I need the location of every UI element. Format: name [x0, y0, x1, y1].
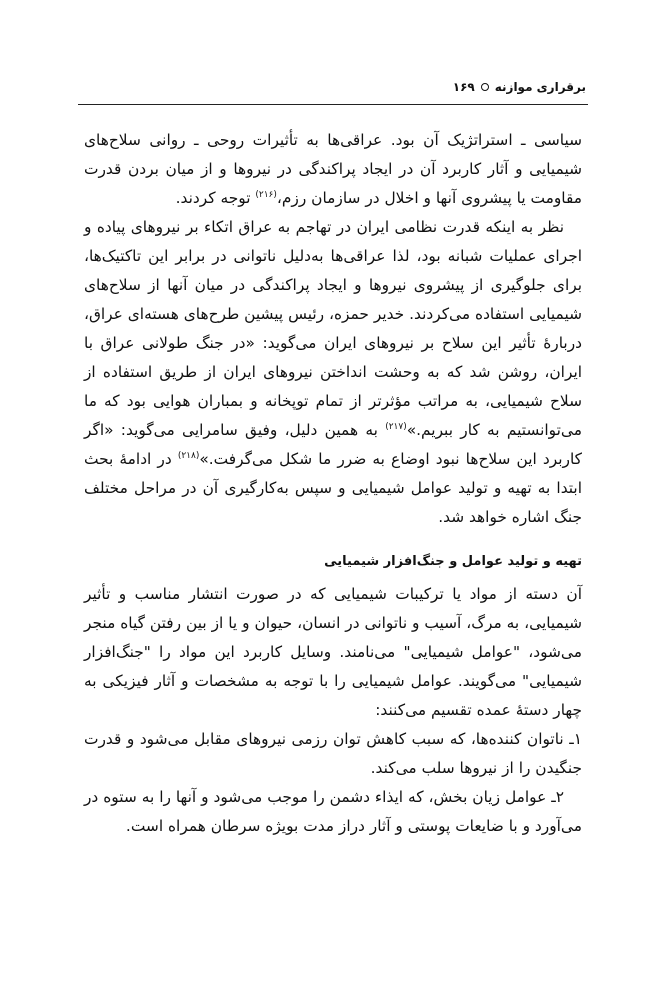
- running-header: [453, 80, 586, 94]
- body-text: [84, 126, 582, 841]
- paragraph-2-part-b: به همین دلیل، وفیق سامرایی می‌گوید: «اگر کاربرد این سلاح‌ها نبود اوضاع به ضرر ما شکل می‌گرفت.»: [84, 421, 583, 468]
- paragraph-3: آن دسته از مواد یا ترکیبات شیمیایی که در صورت انتشار مناسب و تأثیر شیمیایی، به مرگ، آسیب و ناتوانی در انسان، حیوان و یا از بین رفتن گیاه منجر می‌شود، "عوامل شیمیایی" می‌نامند. وسایل کاربرد این مواد را "جنگ‌افزار شیمیایی" می‌گویند. عوامل شیمیایی را با توجه به مشخصات و آثار فیزیکی به چهار دستهٔ عمده تقسیم می‌کنند:: [84, 585, 582, 719]
- footnote-ref-218: (۲۱۸): [177, 450, 200, 461]
- section-heading: تهیه و تولید عوامل و جنگ‌افزار شیمیایی: [324, 554, 582, 569]
- paragraph-1-tail: توجه کردند.: [175, 189, 256, 207]
- header-title: برقراری موازنه: [494, 80, 586, 94]
- paragraph-1-text: سیاسی ـ استراتژیک آن بود. عراقی‌ها به تأثیرات روحی ـ روانی سلاح‌های شیمیایی و آثار کاربرد آن در ایجاد پراکندگی در نیروها و از میان بردن قدرت مقاومت یا پیشروی آنها و اخلال در سازمان رزم،: [84, 131, 582, 207]
- circle-separator-icon: [481, 83, 489, 91]
- list-item-2: ۲ـ عوامل زیان بخش، که ایذاء دشمن را موجب می‌شود و آنها را به ستوه در می‌آورد و با ضایعات پوستی و آثار دراز مدت بویژه سرطان همراه است.: [84, 788, 582, 835]
- page-number: ۱۶۹: [452, 80, 475, 94]
- list-item-1: ۱ـ ناتوان کننده‌ها، که سبب کاهش توان رزمی نیروهای مقابل می‌شود و قدرت جنگیدن را از نیروها سلب می‌کند.: [84, 730, 582, 777]
- paragraph-1: [84, 126, 582, 213]
- footnote-ref-217: (۲۱۷): [385, 421, 407, 432]
- paragraph-2-part-c: در ادامهٔ بحث ابتدا به تهیه و تولید عوامل شیمیایی و سپس به‌کارگیری آن در مراحل مختلف جنگ اشاره خواهد شد.: [84, 450, 582, 526]
- footnote-ref-216: (۲۱۶): [255, 189, 277, 200]
- header-rule: [78, 104, 588, 105]
- paragraph-2-part-a: نظر به اینکه قدرت نظامی ایران در تهاجم به عراق اتکاء بر نیروهای پیاده و اجرای عملیات شبانه بود، لذا عراقی‌ها به‌دلیل ناتوانی در برابر این تاکتیک‌ها، برای جلوگیری از پیشروی نیروها و ایجاد پراکندگی در میان آنها از سلاح‌های شیمیایی استفاده می‌کردند. خدیر حمزه، رئیس پیشین طرح‌های هسته‌ای عراق، دربارهٔ تأثیر این سلاح بر نیروهای ایران می‌گوید: «در جنگ طولانی عراق با ایران، روشن شد که به وحشت انداختن نیروهای ایران از طریق استفاده از سلاح شیمیایی، به مراتب مؤثرتر از تمام توپخانه و بمباران هوایی بود که ما می‌توانستیم به کار ببریم.»: [84, 218, 582, 439]
- paragraph-2: [84, 213, 582, 532]
